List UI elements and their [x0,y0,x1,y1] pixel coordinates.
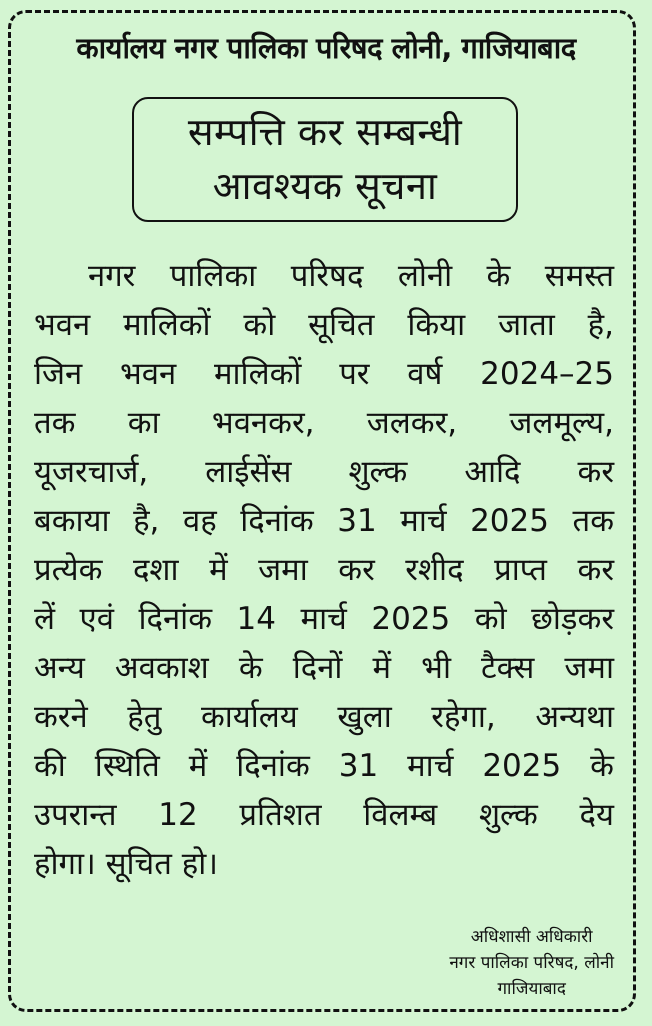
notice-body-line: भवन मालिकों को सूचित किया जाता है, [34,307,614,343]
notice-title-box [132,97,518,222]
notice-body-line: उपरान्त 12 प्रतिशत विलम्ब शुल्क देय [34,797,614,833]
notice-body-line: अन्य अवकाश के दिनों में भी टैक्स जमा [34,650,614,686]
notice-body-line: यूजरचार्ज, लाईसेंस शुल्क आदि कर [34,454,614,490]
notice-body-line: नगर पालिका परिषद लोनी के समस्त [88,258,614,294]
signature-city: गाजियाबाद [497,979,566,999]
signature-block [449,924,614,1002]
office-title: कार्यालय नगर पालिका परिषद लोनी, गाजियाबाद [76,31,576,65]
notice-title-line-1: सम्पत्ति कर सम्बन्धी [187,110,463,154]
notice-body-line: करने हेतु कार्यालय खुला रहेगा, अन्यथा [34,699,614,735]
signature-organization: नगर पालिका परिषद, लोनी [449,953,614,973]
notice-body [34,252,614,889]
notice-body-line: प्रत्येक दशा में जमा कर रशीद प्राप्त कर [34,552,614,588]
notice-body-line: की स्थिति में दिनांक 31 मार्च 2025 के [34,748,614,784]
notice-body-line: जिन भवन मालिकों पर वर्ष 2024–25 [34,356,614,392]
notice-body-line: लें एवं दिनांक 14 मार्च 2025 को छोड़कर [34,601,614,637]
notice-body-line: तक का भवनकर, जलकर, जलमूल्य, [34,405,614,441]
signature-designation: अधिशासी अधिकारी [470,927,593,947]
notice-body-line: बकाया है, वह दिनांक 31 मार्च 2025 तक [34,503,614,539]
notice-title-line-2: आवश्यक सूचना [212,164,438,208]
notice-body-line: होगा। सूचित हो। [34,846,219,882]
